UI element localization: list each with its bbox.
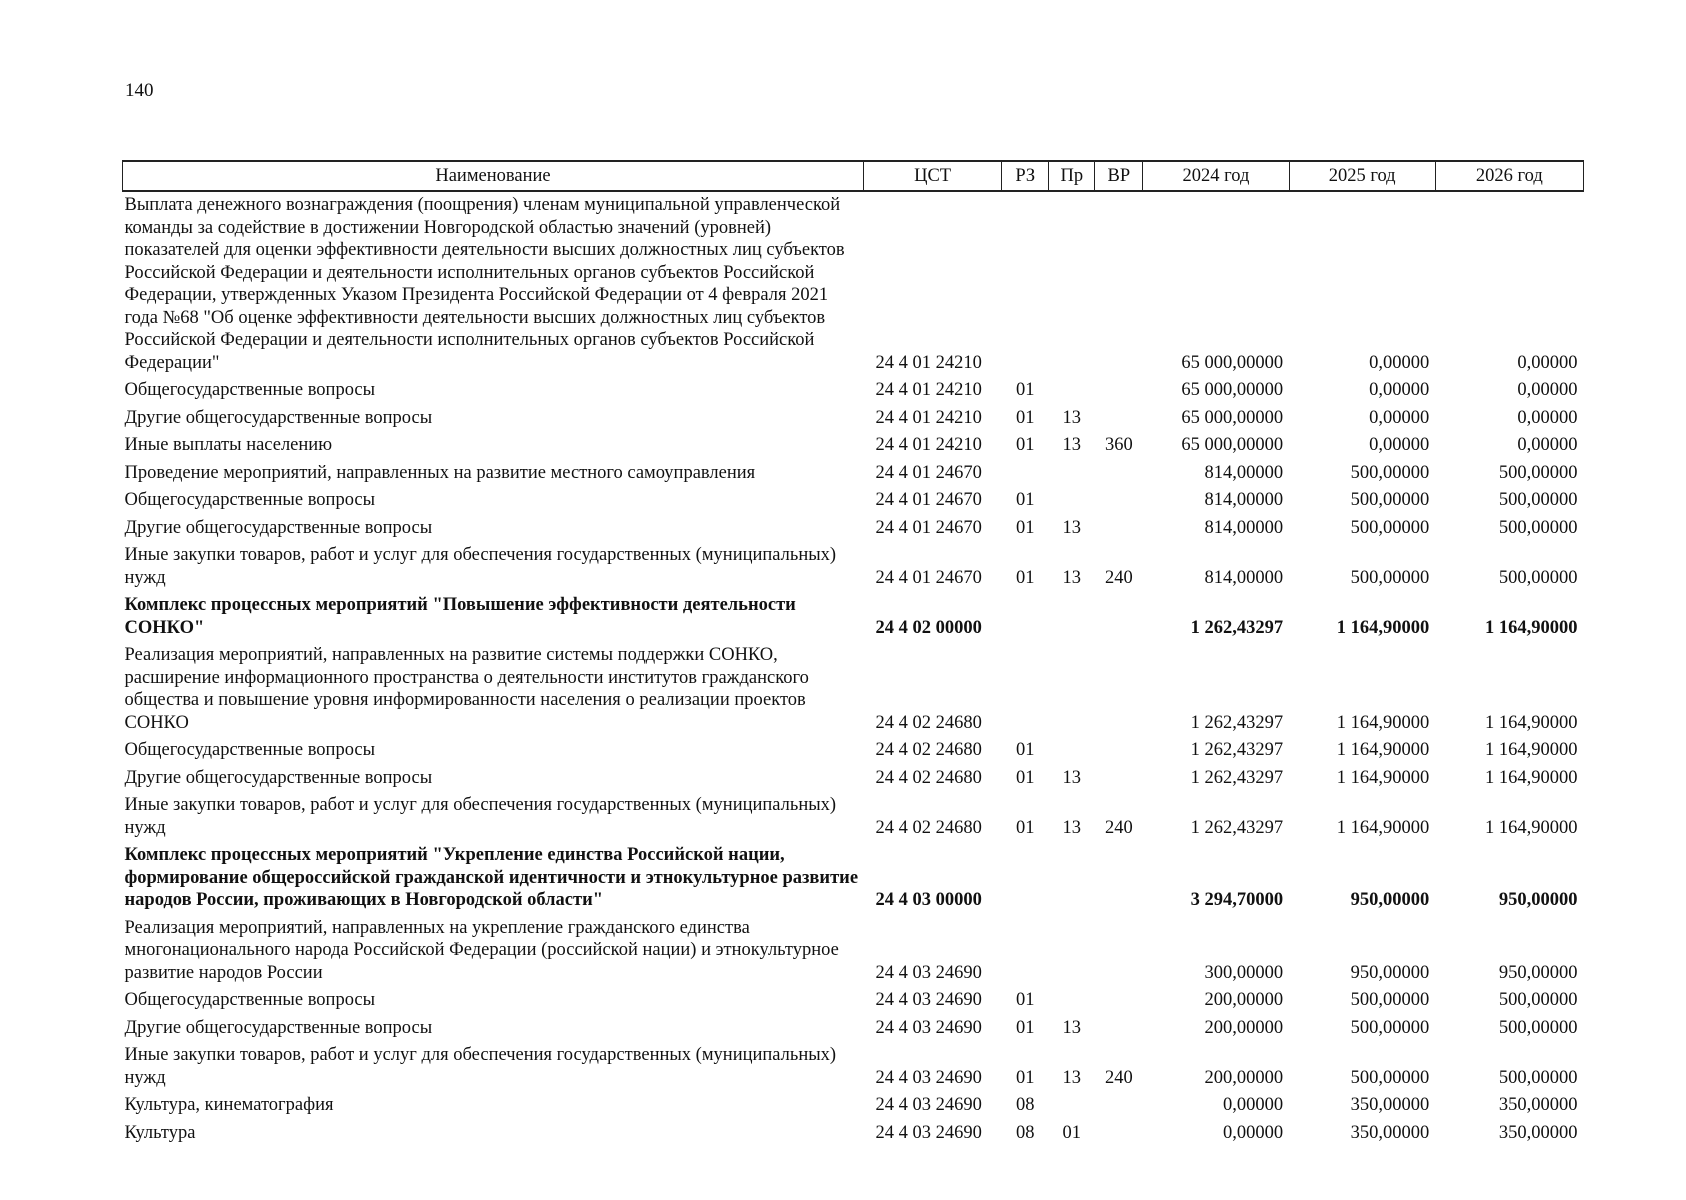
- cell-pr: [1049, 842, 1095, 915]
- cell-2026: 1 164,90000: [1485, 740, 1578, 760]
- page-number: 140: [125, 80, 154, 101]
- cell-2026: 1 164,90000: [1485, 617, 1578, 638]
- table-row: [123, 1120, 1584, 1148]
- cell-cst: 24 4 03 24690: [875, 990, 982, 1010]
- cell-2024: 0,00000: [1222, 1095, 1284, 1115]
- cell-2024: 814,00000: [1204, 567, 1284, 588]
- cell-rz: 01: [1015, 435, 1035, 455]
- cell-2026: 350,00000: [1498, 1095, 1578, 1115]
- cell-pr: 13: [1062, 407, 1082, 428]
- cell-2025: 1 164,90000: [1336, 817, 1430, 838]
- table-row: [123, 460, 1584, 488]
- cell-2025: 0,00000: [1369, 435, 1430, 455]
- table-row: [123, 515, 1584, 543]
- cell-pr: [1049, 987, 1095, 1015]
- header-vr: ВР: [1095, 161, 1143, 191]
- cell-name: Другие общегосударственные вопросы: [124, 1017, 433, 1038]
- header-2025: 2025 год: [1289, 161, 1435, 191]
- cell-2024: 200,00000: [1204, 1017, 1284, 1038]
- cell-pr: 01: [1062, 1122, 1082, 1143]
- cell-rz: 01: [1015, 407, 1035, 428]
- cell-vr: 240: [1104, 817, 1133, 838]
- cell-2025: 0,00000: [1369, 380, 1430, 400]
- header-pr: Пр: [1049, 161, 1095, 191]
- cell-2026: 0,00000: [1517, 352, 1578, 373]
- cell-rz: 01: [1015, 817, 1035, 838]
- cell-pr: [1049, 737, 1095, 765]
- cell-rz: 01: [1015, 740, 1035, 760]
- table-row: [123, 432, 1584, 460]
- cell-cst: 24 4 02 24680: [875, 740, 982, 760]
- cell-2025: 1 164,90000: [1336, 712, 1430, 733]
- cell-2026: 500,00000: [1498, 517, 1578, 538]
- cell-cst: 24 4 02 00000: [875, 617, 982, 638]
- cell-name: Общегосударственные вопросы: [124, 990, 376, 1010]
- table-row: [123, 377, 1584, 405]
- cell-2024: 1 262,43297: [1190, 712, 1284, 733]
- cell-name: Выплата денежного вознаграждения (поощрения) членам муниципальной управленческой команды за содействие в достижении Новгородской областью значений (уровней) показателей для оценки эффективности деятельности высших должностных лиц субъектов Российской Федерации и деятельности исполнительных органов субъектов Российской Федерации, утвержденных Указом Президента Российской Федерации от 4 февраля 2021 года №68 "Об оценке эффективности деятельности высших должностных лиц субъектов Российской Федерации и деятельности исполнительных органов субъектов Российской Федерации": [124, 195, 845, 373]
- table-row: [123, 915, 1584, 988]
- cell-name: Иные закупки товаров, работ и услуг для обеспечения государственных (муниципальных) нужд: [124, 1045, 837, 1088]
- cell-2026: 500,00000: [1498, 567, 1578, 588]
- cell-vr: [1095, 191, 1143, 377]
- table-body: [123, 191, 1584, 1147]
- cell-vr: [1095, 987, 1143, 1015]
- cell-pr: 13: [1062, 1017, 1082, 1038]
- table-row: [123, 191, 1584, 377]
- cell-2025: 1 164,90000: [1336, 767, 1430, 788]
- cell-2025: 1 164,90000: [1336, 617, 1430, 638]
- cell-2024: 3 294,70000: [1190, 890, 1284, 910]
- cell-cst: 24 4 02 24680: [875, 817, 982, 838]
- cell-cst: 24 4 01 24210: [875, 380, 982, 400]
- cell-name: Реализация мероприятий, направленных на укрепление гражданского единства многонационального народа Российской Федерации (российской нации) и этнокультурное развитие народов России: [124, 917, 839, 983]
- cell-name: Реализация мероприятий, направленных на развитие системы поддержки СОНКО, расширение информационного пространства о деятельности институтов гражданского общества и повышение уровня информированности населения о реализации проектов СОНКО: [124, 645, 809, 733]
- cell-vr: [1095, 842, 1143, 915]
- cell-pr: [1049, 191, 1095, 377]
- cell-cst: 24 4 03 24690: [875, 1067, 982, 1088]
- table-row: [123, 592, 1584, 642]
- cell-2025: 500,00000: [1350, 462, 1430, 483]
- cell-cst: 24 4 02 24680: [875, 712, 982, 733]
- cell-2024: 200,00000: [1204, 990, 1284, 1010]
- cell-pr: [1049, 460, 1095, 488]
- table-row: [123, 642, 1584, 737]
- cell-2025: 1 164,90000: [1336, 740, 1430, 760]
- cell-2024: 1 262,43297: [1190, 767, 1284, 788]
- cell-2024: 814,00000: [1204, 490, 1284, 510]
- cell-2026: 0,00000: [1517, 435, 1578, 455]
- cell-2024: 1 262,43297: [1190, 617, 1284, 638]
- cell-rz: [1002, 915, 1049, 988]
- cell-vr: [1095, 1015, 1143, 1043]
- cell-rz: [1002, 191, 1049, 377]
- cell-cst: 24 4 01 24670: [875, 462, 982, 483]
- cell-name: Культура, кинематография: [124, 1095, 334, 1115]
- cell-rz: 01: [1015, 1067, 1035, 1088]
- cell-name: Другие общегосударственные вопросы: [124, 517, 433, 538]
- cell-2024: 814,00000: [1204, 517, 1284, 538]
- cell-pr: 13: [1062, 817, 1082, 838]
- cell-pr: 13: [1062, 767, 1082, 788]
- cell-vr: 240: [1104, 567, 1133, 588]
- cell-vr: [1095, 460, 1143, 488]
- cell-2025: 950,00000: [1350, 962, 1430, 983]
- cell-rz: [1002, 842, 1049, 915]
- cell-vr: [1095, 765, 1143, 793]
- cell-rz: 08: [1015, 1095, 1035, 1115]
- cell-name: Проведение мероприятий, направленных на развитие местного самоуправления: [124, 462, 756, 483]
- cell-2026: 500,00000: [1498, 462, 1578, 483]
- cell-pr: [1049, 915, 1095, 988]
- table-row: [123, 1015, 1584, 1043]
- cell-rz: 01: [1015, 990, 1035, 1010]
- table-row: [123, 487, 1584, 515]
- cell-name: Комплекс процессных мероприятий "Укрепление единства Российской нации, формирование общероссийской гражданской идентичности и этнокультурное развитие народов России, проживающих в Новгородской области": [124, 845, 859, 910]
- cell-2026: 500,00000: [1498, 490, 1578, 510]
- cell-2025: 0,00000: [1369, 407, 1430, 428]
- cell-2025: 0,00000: [1369, 352, 1430, 373]
- cell-2024: 200,00000: [1204, 1067, 1284, 1088]
- cell-name: Иные закупки товаров, работ и услуг для обеспечения государственных (муниципальных) нужд: [124, 545, 837, 588]
- cell-cst: 24 4 03 00000: [875, 890, 982, 910]
- cell-2025: 500,00000: [1350, 567, 1430, 588]
- cell-2024: 65 000,00000: [1181, 352, 1284, 373]
- cell-2024: 1 262,43297: [1190, 740, 1284, 760]
- cell-cst: 24 4 01 24210: [875, 352, 982, 373]
- table-row: [123, 987, 1584, 1015]
- cell-vr: [1095, 642, 1143, 737]
- cell-2026: 0,00000: [1517, 407, 1578, 428]
- header-name: Наименование: [123, 161, 864, 191]
- cell-vr: [1095, 915, 1143, 988]
- cell-vr: [1095, 405, 1143, 433]
- cell-cst: 24 4 03 24690: [875, 1017, 982, 1038]
- cell-cst: 24 4 02 24680: [875, 767, 982, 788]
- cell-pr: [1049, 592, 1095, 642]
- cell-name: Общегосударственные вопросы: [124, 490, 376, 510]
- table-row: [123, 405, 1584, 433]
- cell-pr: [1049, 377, 1095, 405]
- cell-2026: 500,00000: [1498, 1067, 1578, 1088]
- table-header-row: [123, 161, 1584, 191]
- cell-2026: 500,00000: [1498, 1017, 1578, 1038]
- cell-2024: 814,00000: [1204, 462, 1284, 483]
- cell-name: Общегосударственные вопросы: [124, 380, 376, 400]
- cell-rz: 01: [1015, 380, 1035, 400]
- cell-pr: 13: [1062, 435, 1082, 455]
- cell-2024: 65 000,00000: [1181, 380, 1284, 400]
- cell-rz: [1002, 642, 1049, 737]
- table-row: [123, 1042, 1584, 1092]
- cell-2024: 1 262,43297: [1190, 817, 1284, 838]
- cell-name: Другие общегосударственные вопросы: [124, 407, 433, 428]
- cell-2025: 500,00000: [1350, 517, 1430, 538]
- cell-vr: [1095, 515, 1143, 543]
- cell-2026: 1 164,90000: [1485, 712, 1578, 733]
- cell-2025: 350,00000: [1350, 1122, 1430, 1143]
- cell-2025: 350,00000: [1350, 1095, 1430, 1115]
- cell-vr: [1095, 592, 1143, 642]
- cell-2025: 500,00000: [1350, 490, 1430, 510]
- cell-2026: 350,00000: [1498, 1122, 1578, 1143]
- cell-pr: [1049, 487, 1095, 515]
- cell-rz: 01: [1015, 567, 1035, 588]
- cell-rz: 01: [1015, 1017, 1035, 1038]
- header-rz: РЗ: [1002, 161, 1049, 191]
- table-row: [123, 1092, 1584, 1120]
- header-2024: 2024 год: [1143, 161, 1289, 191]
- cell-2024: 65 000,00000: [1181, 407, 1284, 428]
- table-row: [123, 792, 1584, 842]
- cell-pr: 13: [1062, 1067, 1082, 1088]
- cell-cst: 24 4 01 24670: [875, 490, 982, 510]
- cell-2024: 300,00000: [1204, 962, 1284, 983]
- cell-vr: [1095, 737, 1143, 765]
- cell-2026: 950,00000: [1498, 890, 1578, 910]
- cell-2026: 1 164,90000: [1485, 817, 1578, 838]
- cell-vr: 360: [1104, 435, 1133, 455]
- cell-vr: 240: [1104, 1067, 1133, 1088]
- cell-rz: 01: [1015, 517, 1035, 538]
- cell-2025: 950,00000: [1350, 890, 1430, 910]
- cell-rz: [1002, 460, 1049, 488]
- cell-rz: 01: [1015, 767, 1035, 788]
- cell-cst: 24 4 01 24210: [875, 407, 982, 428]
- cell-cst: 24 4 03 24690: [875, 1122, 982, 1143]
- header-2026: 2026 год: [1435, 161, 1583, 191]
- table-row: [123, 842, 1584, 915]
- cell-2026: 500,00000: [1498, 990, 1578, 1010]
- cell-pr: 13: [1062, 517, 1082, 538]
- budget-table: [122, 160, 1584, 1147]
- cell-2024: 65 000,00000: [1181, 435, 1284, 455]
- cell-vr: [1095, 1120, 1143, 1148]
- cell-name: Иные закупки товаров, работ и услуг для обеспечения государственных (муниципальных) нужд: [124, 795, 837, 838]
- cell-2026: 0,00000: [1517, 380, 1578, 400]
- cell-pr: 13: [1062, 567, 1082, 588]
- cell-cst: 24 4 03 24690: [875, 1095, 982, 1115]
- cell-2024: 0,00000: [1222, 1122, 1284, 1143]
- cell-vr: [1095, 487, 1143, 515]
- cell-cst: 24 4 01 24670: [875, 517, 982, 538]
- cell-2025: 500,00000: [1350, 1067, 1430, 1088]
- cell-name: Культура: [124, 1122, 196, 1143]
- cell-rz: [1002, 592, 1049, 642]
- cell-name: Иные выплаты населению: [124, 435, 333, 455]
- cell-2025: 500,00000: [1350, 990, 1430, 1010]
- cell-vr: [1095, 377, 1143, 405]
- cell-cst: 24 4 01 24210: [875, 435, 982, 455]
- cell-name: Общегосударственные вопросы: [124, 740, 376, 760]
- cell-pr: [1049, 1092, 1095, 1120]
- table-row: [123, 737, 1584, 765]
- cell-rz: 01: [1015, 490, 1035, 510]
- cell-2025: 500,00000: [1350, 1017, 1430, 1038]
- table-row: [123, 542, 1584, 592]
- cell-cst: 24 4 01 24670: [875, 567, 982, 588]
- cell-pr: [1049, 642, 1095, 737]
- cell-name: Другие общегосударственные вопросы: [124, 767, 433, 788]
- cell-2026: 1 164,90000: [1485, 767, 1578, 788]
- cell-cst: 24 4 03 24690: [875, 962, 982, 983]
- cell-name: Комплекс процессных мероприятий "Повышение эффективности деятельности СОНКО": [124, 595, 796, 638]
- table-row: [123, 765, 1584, 793]
- header-cst: ЦСТ: [864, 161, 1002, 191]
- cell-2026: 950,00000: [1498, 962, 1578, 983]
- cell-rz: 08: [1015, 1122, 1035, 1143]
- cell-vr: [1095, 1092, 1143, 1120]
